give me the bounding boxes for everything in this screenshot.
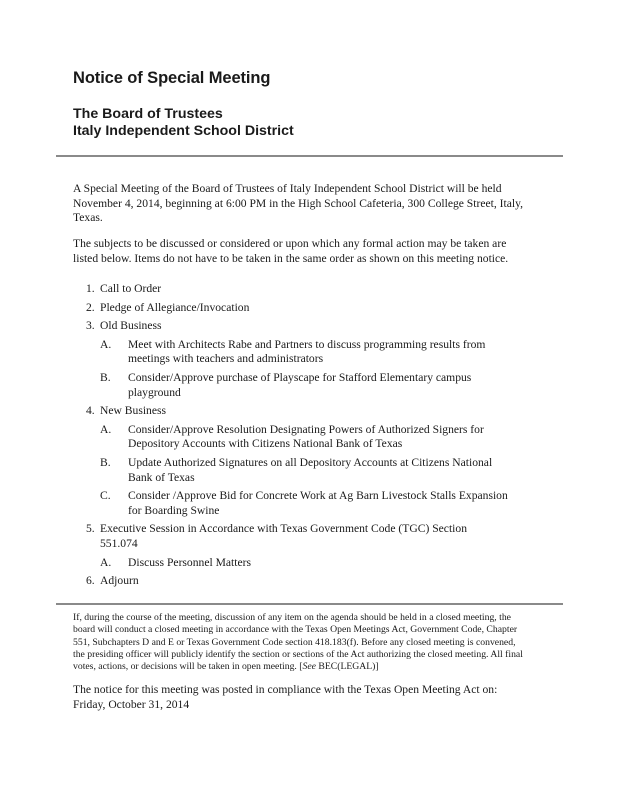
agenda-item [73, 301, 543, 316]
agenda-item [73, 404, 543, 419]
agenda-subitem [73, 556, 543, 571]
agenda-subitems [73, 556, 543, 571]
agenda-item [73, 282, 543, 297]
legal-reference: BEC(LEGAL)] [315, 661, 379, 673]
agenda-item-number: 6. [86, 574, 95, 588]
agenda-item [73, 522, 543, 551]
intro-paragraph [73, 182, 553, 226]
agenda-item-line: 551.074 [100, 536, 138, 550]
board-heading-line1: The Board of Trustees [73, 106, 223, 122]
agenda-item [73, 574, 543, 589]
board-heading-line2: Italy Independent School District [73, 123, 294, 139]
agenda-subitem [73, 489, 543, 518]
agenda-subitem [73, 423, 543, 452]
intro-line: Texas. [73, 211, 103, 225]
agenda-item-text: New Business [100, 404, 167, 418]
agenda-subitem-line: Consider /Approve Bid for Concrete Work at Ag Barn Livestock Stalls Expansion [128, 489, 508, 503]
closed-meeting-notice [73, 612, 553, 673]
closed-meeting-text: votes, actions, or decisions will be taken in open meeting. [ [73, 661, 303, 673]
agenda-subitem-line: Consider/Approve Resolution Designating Powers of Authorized Signers for [128, 422, 484, 436]
closed-meeting-line: the presiding officer will publicly identify the section or sections of the Act authorizing the closed meeting. All final [73, 648, 523, 660]
see-reference: See [302, 661, 316, 673]
agenda-item-number: 4. [86, 404, 95, 418]
bottom-divider [56, 603, 563, 605]
agenda-subitem-line: meetings with teachers and administrators [128, 352, 324, 366]
agenda-subitem [73, 338, 543, 367]
agenda-list [73, 282, 543, 593]
agenda-subitem-line: Depository Accounts with Citizens National Bank of Texas [128, 437, 403, 451]
agenda-item-text: Call to Order [100, 282, 162, 295]
agenda-item-number: 1. [86, 282, 95, 295]
agenda-subitem-line: Consider/Approve purchase of Playscape for Stafford Elementary campus [128, 370, 472, 384]
intro-line: November 4, 2014, beginning at 6:00 PM in the High School Cafeteria, 300 College Street, Italy, [73, 196, 524, 210]
posting-notice-line: The notice for this meeting was posted in compliance with the Texas Open Meeting Act on: [73, 683, 498, 696]
agenda-item-line: Executive Session in Accordance with Texas Government Code (TGC) Section [100, 522, 467, 536]
agenda-subitem-line: Discuss Personnel Matters [128, 555, 252, 569]
closed-meeting-line: 551, Subchapters D and E or Texas Government Code section 418.183(f). Before any closed meeting is convened, [73, 636, 516, 648]
closed-meeting-line [73, 661, 553, 673]
board-heading [73, 106, 294, 140]
agenda-item-text: Old Business [100, 319, 162, 333]
agenda-subitems [73, 423, 543, 519]
agenda-subitem-line: for Boarding Swine [128, 503, 220, 517]
agenda-item-number: 5. [86, 522, 95, 536]
agenda-subitem-line: Update Authorized Signatures on all Depository Accounts at Citizens National [128, 455, 493, 469]
agenda-subitem-letter: A. [100, 422, 112, 436]
top-divider [56, 155, 563, 157]
agenda-subitem-line: Meet with Architects Rabe and Partners to discuss programming results from [128, 337, 486, 351]
closed-meeting-line: board will conduct a closed meeting in accordance with the Texas Open Meetings Act, Government Code, Chapter [73, 624, 518, 636]
agenda-subitem [73, 456, 543, 485]
agenda-subitems [73, 338, 543, 400]
posting-notice [73, 683, 553, 712]
subjects-paragraph [73, 237, 553, 266]
agenda-item-number: 3. [86, 319, 95, 333]
agenda-item-text: Adjourn [100, 574, 139, 588]
agenda-subitem-line: Bank of Texas [128, 470, 195, 484]
agenda-subitem-letter: A. [100, 337, 112, 351]
agenda-subitem [73, 371, 543, 400]
closed-meeting-line: If, during the course of the meeting, discussion of any item on the agenda should be held in a closed meeting, the [73, 612, 511, 623]
subjects-line: The subjects to be discussed or considered or upon which any formal action may be taken are [73, 237, 507, 250]
agenda-item-number: 2. [86, 300, 95, 314]
posting-date: Friday, October 31, 2014 [73, 697, 190, 711]
agenda-subitem-line: playground [128, 385, 181, 399]
agenda-item [73, 319, 543, 334]
subjects-line: listed below. Items do not have to be taken in the same order as shown on this meeting notice. [73, 251, 509, 265]
intro-line: A Special Meeting of the Board of Trustees of Italy Independent School District will be held [73, 182, 502, 195]
page-title: Notice of Special Meeting [73, 69, 271, 87]
agenda-subitem-letter: B. [100, 455, 111, 469]
agenda-item-text: Pledge of Allegiance/Invocation [100, 300, 250, 314]
agenda-subitem-letter: B. [100, 370, 111, 384]
agenda-subitem-letter: A. [100, 555, 112, 569]
agenda-subitem-letter: C. [100, 489, 111, 503]
